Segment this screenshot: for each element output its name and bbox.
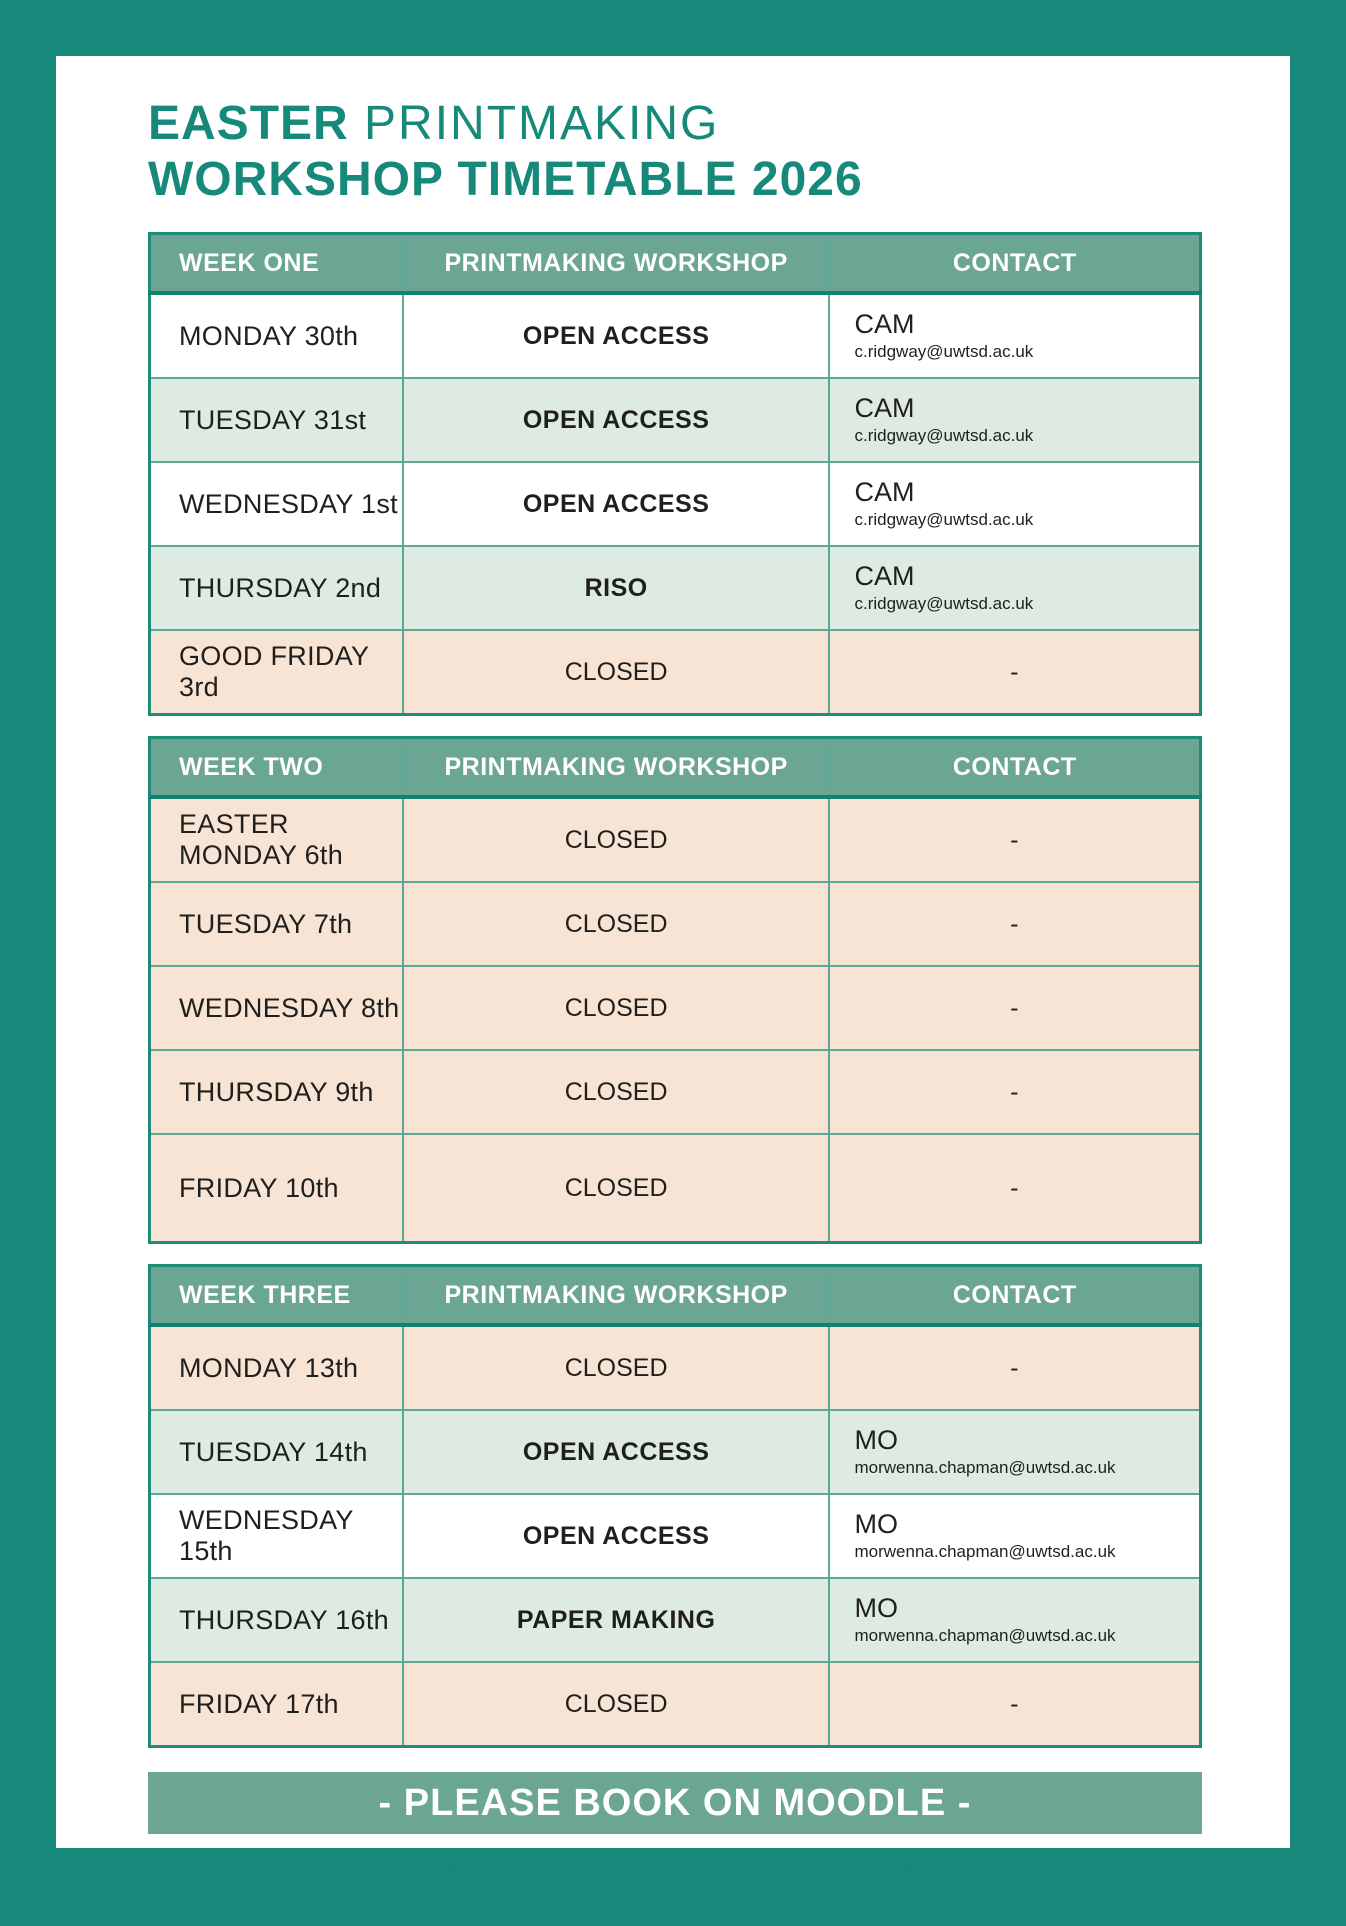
contact-email: c.ridgway@uwtsd.ac.uk bbox=[854, 342, 1034, 361]
workshop-cell: CLOSED bbox=[403, 966, 830, 1050]
moodle-banner-label: - PLEASE BOOK ON MOODLE - bbox=[378, 1781, 972, 1824]
contact-cell: - bbox=[829, 882, 1200, 966]
contact-cell bbox=[829, 1410, 1200, 1494]
table-row-tuesday-7 bbox=[150, 882, 1201, 966]
table-row-wednesday-1 bbox=[150, 462, 1201, 546]
day-cell: THURSDAY 16th bbox=[150, 1578, 403, 1662]
table-row-wednesday-8 bbox=[150, 966, 1201, 1050]
note-text-before: There is also bbox=[316, 1853, 492, 1884]
day-cell: THURSDAY 2nd bbox=[150, 546, 403, 630]
title-line-1 bbox=[148, 96, 1202, 152]
column-header-workshop: PRINTMAKING WORKSHOP bbox=[403, 1266, 830, 1326]
table-row-thursday-2 bbox=[150, 546, 1201, 630]
workshop-cell: CLOSED bbox=[403, 1325, 830, 1410]
moodle-banner bbox=[148, 1772, 1202, 1834]
week-three-table bbox=[148, 1264, 1202, 1748]
contact-cell bbox=[829, 378, 1200, 462]
week-one-header-row bbox=[150, 234, 1201, 294]
contact-name: CAM bbox=[854, 477, 915, 507]
workshop-cell: OPEN ACCESS bbox=[403, 1410, 830, 1494]
table-row-easter-monday-6 bbox=[150, 797, 1201, 882]
contact-cell: - bbox=[829, 1662, 1200, 1747]
day-cell: GOOD FRIDAY 3rd bbox=[150, 630, 403, 715]
day-cell: WEDNESDAY 15th bbox=[150, 1494, 403, 1578]
day-cell: EASTER MONDAY 6th bbox=[150, 797, 403, 882]
contact-cell: - bbox=[829, 797, 1200, 882]
contact-cell bbox=[829, 1578, 1200, 1662]
title-easter: EASTER bbox=[148, 97, 349, 150]
workshop-cell: CLOSED bbox=[403, 630, 830, 715]
workshop-cell: CLOSED bbox=[403, 882, 830, 966]
week-two-table bbox=[148, 736, 1202, 1244]
contact-cell: - bbox=[829, 1134, 1200, 1243]
workshop-cell: CLOSED bbox=[403, 1050, 830, 1134]
workshop-cell: OPEN ACCESS bbox=[403, 378, 830, 462]
day-cell: FRIDAY 17th bbox=[150, 1662, 403, 1747]
column-header-workshop: PRINTMAKING WORKSHOP bbox=[403, 738, 830, 798]
contact-name: MO bbox=[854, 1593, 898, 1623]
contact-name: MO bbox=[854, 1509, 898, 1539]
contact-cell: - bbox=[829, 966, 1200, 1050]
day-cell: TUESDAY 14th bbox=[150, 1410, 403, 1494]
column-header-contact: CONTACT bbox=[829, 738, 1200, 798]
table-row-tuesday-31 bbox=[150, 378, 1201, 462]
workshop-cell: OPEN ACCESS bbox=[403, 1494, 830, 1578]
title-line-2: WORKSHOP TIMETABLE 2026 bbox=[148, 153, 863, 206]
note-prefix: Please Note: bbox=[148, 1853, 317, 1884]
table-row-thursday-9 bbox=[150, 1050, 1201, 1134]
column-header-contact: CONTACT bbox=[829, 234, 1200, 294]
column-header-workshop: PRINTMAKING WORKSHOP bbox=[403, 234, 830, 294]
day-cell: WEDNESDAY 8th bbox=[150, 966, 403, 1050]
workshop-cell: CLOSED bbox=[403, 1134, 830, 1243]
note-text-after: available each day for those who have had an induction. Available through Moodle. bbox=[148, 1853, 1202, 1922]
day-cell: MONDAY 13th bbox=[150, 1325, 403, 1410]
week-one-table bbox=[148, 232, 1202, 716]
column-header-week-three: WEEK THREE bbox=[150, 1266, 403, 1326]
contact-cell bbox=[829, 1494, 1200, 1578]
table-row-friday-17 bbox=[150, 1662, 1201, 1747]
contact-email: morwenna.chapman@uwtsd.ac.uk bbox=[854, 1542, 1116, 1561]
contact-name: CAM bbox=[854, 393, 915, 423]
contact-email: c.ridgway@uwtsd.ac.uk bbox=[854, 510, 1034, 529]
day-cell: WEDNESDAY 1st bbox=[150, 462, 403, 546]
table-row-monday-30 bbox=[150, 293, 1201, 378]
document-sheet bbox=[56, 56, 1290, 1922]
table-row-tuesday-14 bbox=[150, 1410, 1201, 1494]
workshop-cell: CLOSED bbox=[403, 1662, 830, 1747]
day-cell: TUESDAY 31st bbox=[150, 378, 403, 462]
title-printmaking: PRINTMAKING bbox=[348, 97, 720, 150]
workshop-cell: OPEN ACCESS bbox=[403, 293, 830, 378]
please-note bbox=[148, 1850, 1202, 1926]
workshop-cell: RISO bbox=[403, 546, 830, 630]
contact-name: MO bbox=[854, 1425, 898, 1455]
page-title bbox=[148, 96, 1202, 208]
table-row-wednesday-15 bbox=[150, 1494, 1201, 1578]
day-cell: MONDAY 30th bbox=[150, 293, 403, 378]
contact-cell bbox=[829, 546, 1200, 630]
workshop-cell: OPEN ACCESS bbox=[403, 462, 830, 546]
contact-email: c.ridgway@uwtsd.ac.uk bbox=[854, 594, 1034, 613]
table-row-thursday-16 bbox=[150, 1578, 1201, 1662]
day-cell: TUESDAY 7th bbox=[150, 882, 403, 966]
table-row-monday-13 bbox=[150, 1325, 1201, 1410]
contact-email: c.ridgway@uwtsd.ac.uk bbox=[854, 426, 1034, 445]
day-cell: THURSDAY 9th bbox=[150, 1050, 403, 1134]
column-header-week-one: WEEK ONE bbox=[150, 234, 403, 294]
column-header-contact: CONTACT bbox=[829, 1266, 1200, 1326]
contact-cell bbox=[829, 462, 1200, 546]
contact-cell: - bbox=[829, 1050, 1200, 1134]
limited-open-access-link[interactable]: Limited Open access slots bbox=[491, 1853, 845, 1884]
column-header-week-two: WEEK TWO bbox=[150, 738, 403, 798]
contact-name: CAM bbox=[854, 561, 915, 591]
week-three-header-row bbox=[150, 1266, 1201, 1326]
workshop-cell: PAPER MAKING bbox=[403, 1578, 830, 1662]
contact-cell: - bbox=[829, 630, 1200, 715]
contact-cell bbox=[829, 293, 1200, 378]
table-row-friday-10 bbox=[150, 1134, 1201, 1243]
contact-cell: - bbox=[829, 1325, 1200, 1410]
week-two-header-row bbox=[150, 738, 1201, 798]
table-row-good-friday-3 bbox=[150, 630, 1201, 715]
day-cell: FRIDAY 10th bbox=[150, 1134, 403, 1243]
contact-email: morwenna.chapman@uwtsd.ac.uk bbox=[854, 1458, 1116, 1477]
workshop-cell: CLOSED bbox=[403, 797, 830, 882]
contact-name: CAM bbox=[854, 309, 915, 339]
contact-email: morwenna.chapman@uwtsd.ac.uk bbox=[854, 1626, 1116, 1645]
